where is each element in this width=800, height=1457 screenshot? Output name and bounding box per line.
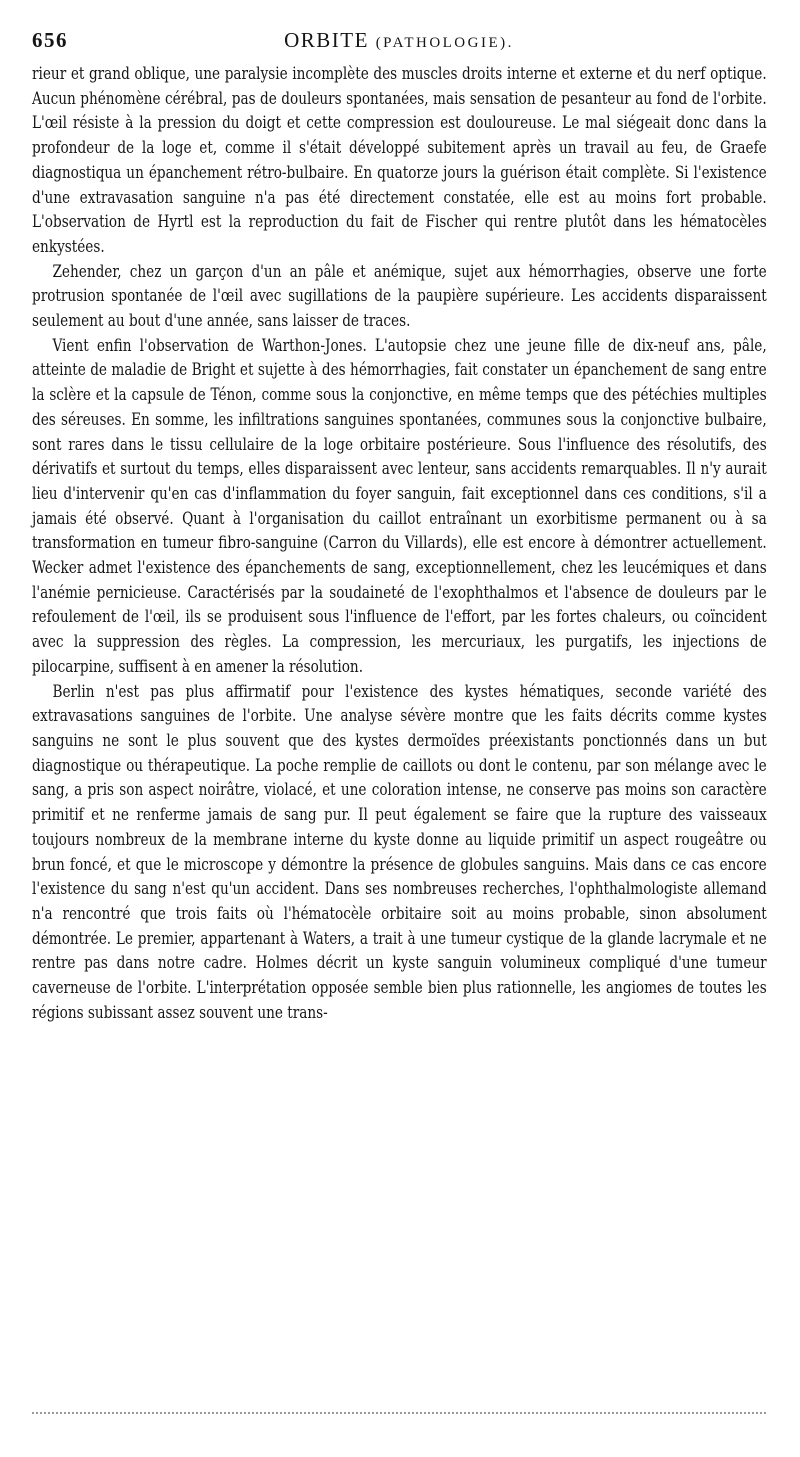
page-number: 656 — [32, 28, 68, 52]
running-title-main: ORBITE — [284, 28, 369, 52]
running-title-subtitle: (PATHOLOGIE). — [375, 35, 514, 51]
running-head — [32, 28, 766, 62]
paragraph-zehender: Zehender, chez un garçon d'un an pâle et anémique, sujet aux hémorrhagies, observe une forte protrusion spontanée de l'œil avec sugillations de la paupière supérieure. Les accidents disparaissent seulement au bout d'une année, sans laisser de traces. — [32, 261, 767, 331]
book-page — [32, 28, 766, 1025]
paragraph-berlin: Berlin n'est pas plus affirmatif pour l'existence des kystes hématiques, seconde variété des extravasations sanguines de l'orbite. Une analyse sévère montre que les faits décrits comme kystes sanguins ne sont le plus souvent que des kystes dermoïdes préexistants ponctionnés dans un but diagnostique ou thérapeutique. La poche remplie de caillots ou dont le contenu, par son mélange avec le sang, a pris son aspect noirâtre, violacé, et une coloration intense, ne conserve pas moins son caractère primitif et ne renferme jamais de sang pur. Il peut également se faire que la rupture des vaisseaux toujours nombreux de la membrane interne du kyste donne au liquide primitif un aspect rougeâtre ou brun foncé, et que le microscope y démontre la présence de globules sanguins. Mais dans ce cas encore l'existence du sang n'est qu'un accident. Dans ses nombreuses recherches, l'ophthalmologiste allemand n'a rencontré que trois faits où l'hématocèle orbitaire soit au moins probable, sinon absolument démontrée. Le premier, appartenant à Waters, a trait à une tumeur cystique de la glande lacrymale et ne rentre pas dans notre cadre. Holmes décrit un kyste sanguin volumineux compliqué d'une tumeur caverneuse de l'orbite. L'interprétation opposée semble bien plus rationnelle, les angiomes de toutes les régions subissant assez souvent une trans- — [32, 681, 767, 1022]
body-text — [32, 62, 767, 1025]
paragraph-warthon-jones: Vient enfin l'observation de Warthon-Jones. L'autopsie chez une jeune fille de dix-neuf ans, pâle, atteinte de maladie de Bright et sujette à des hémorrhagies, fait constater un épanchement de sang entre la sclère et la capsule de Ténon, comme sous la conjonctive, en même temps que des pétéchies multiples des séreuses. En somme, les infiltrations sanguines spontanées, communes sous la conjonctive bulbaire, sont rares dans le tissu cellulaire de la loge orbitaire postérieure. Sous l'influence des résolutifs, des dérivatifs et surtout du temps, elles disparaissent avec lenteur, sans accidents remarquables. Il n'y aurait lieu d'intervenir qu'en cas d'inflammation du foyer sanguin, fait exceptionnel dans ces conditions, s'il a jamais été observé. Quant à l'organisation du caillot entraînant un exorbitisme permanent ou à sa transformation en tumeur fibro-sanguine (Carron du Villards), elle est encore à démontrer actuellement. Wecker admet l'existence des épanchements de sang, exceptionnellement, chez les leucémiques et dans l'anémie pernicieuse. Caractérisés par la soudaineté de l'exophthalmos et l'absence de douleurs par le refoulement de l'œil, ils se produisent sous l'influence de l'effort, par les fortes chaleurs, ou coïncident avec la suppression des règles. La compression, les mercuriaux, les purgatifs, les injections de pilocarpine, suffisent à en amener la résolution. — [32, 335, 767, 676]
paragraph-continuation: rieur et grand oblique, une paralysie incomplète des muscles droits interne et externe et du nerf optique. Aucun phénomène cérébral, pas de douleurs spontanées, mais sensation de pesanteur au fond de l'orbite. L'œil résiste à la pression du doigt et cette compression est douloureuse. Le mal siégeait donc dans la profondeur de la loge et, comme il s'était développé subitement après un travail au feu, de Graefe diagnostiqua un épanchement rétro-bulbaire. En quatorze jours la guérison était complète. Si l'existence d'une extravasation sanguine n'a pas été directement constatée, elle est au moins fort probable. L'observation de Hyrtl est la reproduction du fait de Fischer qui rentre plutôt dans les hématocèles enkystées. — [32, 64, 767, 256]
footer-rule — [32, 1412, 766, 1414]
running-title — [32, 28, 766, 53]
